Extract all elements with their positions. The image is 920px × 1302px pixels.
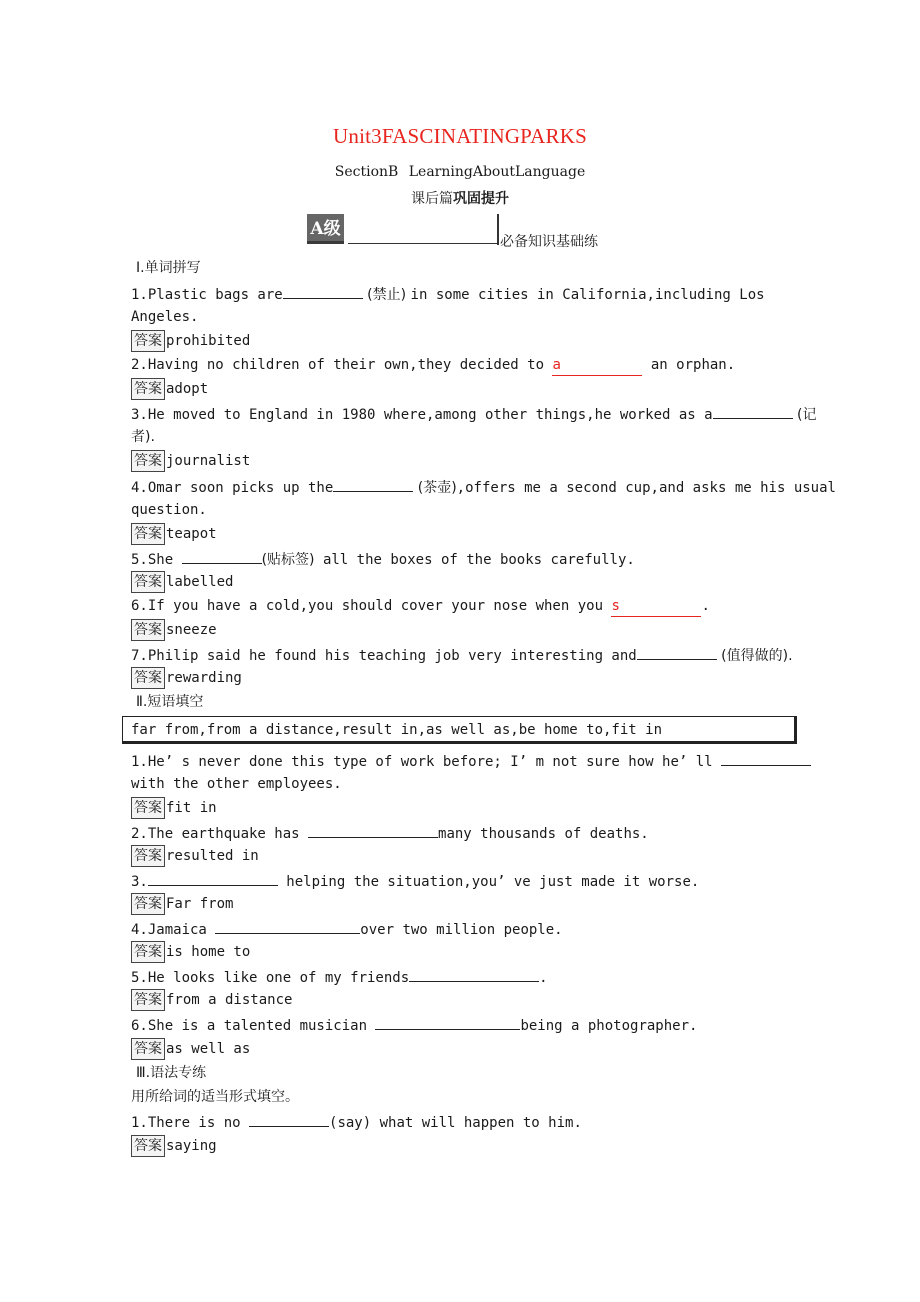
answer-tag: 答案 xyxy=(131,619,165,641)
q-text: over two million people. xyxy=(360,922,563,938)
q-text: all the boxes of the books carefully. xyxy=(314,552,635,568)
answer-text: adopt xyxy=(166,381,209,397)
q-text: being a photographer. xyxy=(520,1018,698,1034)
answer-blank[interactable] xyxy=(611,596,701,617)
first-letter: s xyxy=(611,598,620,614)
answer-tag: 答案 xyxy=(131,989,165,1011)
answer-text: is home to xyxy=(166,944,251,960)
p1-q4-text xyxy=(131,476,836,498)
hint: (贴标签) xyxy=(261,552,315,568)
q-text: many thousands of deaths. xyxy=(438,826,649,842)
answer-blank[interactable] xyxy=(333,476,413,492)
answer-blank[interactable] xyxy=(249,1111,329,1127)
q-text: 1.Plastic bags are xyxy=(131,287,283,303)
answer-tag: 答案 xyxy=(131,1135,165,1157)
part3-instruction: 用所给词的适当形式填空。 xyxy=(131,1089,299,1105)
q-text: 2.The earthquake has xyxy=(131,826,309,842)
answer-blank[interactable] xyxy=(375,1014,520,1030)
answer-text: rewarding xyxy=(166,670,242,686)
p2-q3-text xyxy=(131,870,699,892)
q-text: 6.If you have a cold,you should cover your nose when you xyxy=(131,598,612,614)
q-text: 7.Philip said he found his teaching job very interesting and xyxy=(131,648,637,664)
part2-heading: Ⅱ.短语填空 xyxy=(136,694,204,710)
phrase-bank-text: far from,from a distance,result in,as well as,be home to,fit in xyxy=(131,722,663,738)
level-box-underline xyxy=(348,243,498,244)
answer-blank[interactable] xyxy=(637,644,717,660)
answer-tag: 答案 xyxy=(131,893,165,915)
p1-q3-cont: 者). xyxy=(131,429,155,445)
q-text: . xyxy=(539,970,548,986)
q-text: ,offers me a second cup,and asks me his usual xyxy=(456,480,836,496)
p1-q7-answer xyxy=(131,667,242,689)
q-text: 3. xyxy=(131,874,148,890)
q-text: an orphan. xyxy=(642,357,736,373)
answer-blank[interactable] xyxy=(182,548,262,564)
answer-text: sneeze xyxy=(166,622,217,638)
p2-q5-answer xyxy=(131,989,292,1011)
q-text: 2.Having no children of their own,they decided to xyxy=(131,357,553,373)
p2-q2-text xyxy=(131,822,649,844)
answer-blank[interactable] xyxy=(308,822,438,838)
answer-tag: 答案 xyxy=(131,667,165,689)
answer-text: journalist xyxy=(166,453,251,469)
p2-q6-answer xyxy=(131,1038,250,1060)
q-text: 6.She is a talented musician xyxy=(131,1018,376,1034)
answer-text: saying xyxy=(166,1138,217,1154)
subtitle-bold: 巩固提升 xyxy=(453,191,509,207)
answer-blank[interactable] xyxy=(552,355,642,376)
p1-q1-text xyxy=(131,283,765,305)
q-text: 5.She xyxy=(131,552,182,568)
answer-text: teapot xyxy=(166,526,217,542)
p1-q6-answer xyxy=(131,619,217,641)
level-label: 必备知识基础练 xyxy=(500,234,598,250)
p2-q1-cont: with the other employees. xyxy=(131,776,342,792)
p1-q4-cont: question. xyxy=(131,502,207,518)
p2-q4-text xyxy=(131,918,563,940)
p2-q2-answer xyxy=(131,845,259,867)
hint: (记 xyxy=(792,407,817,423)
part1-heading: Ⅰ.单词拼写 xyxy=(136,260,201,276)
first-letter: a xyxy=(552,357,561,373)
answer-blank[interactable] xyxy=(721,750,811,766)
answer-tag: 答案 xyxy=(131,797,165,819)
part3-heading: Ⅲ.语法专练 xyxy=(136,1065,207,1081)
answer-tag: 答案 xyxy=(131,523,165,545)
p1-q6-text xyxy=(131,596,710,617)
lesson-subtitle xyxy=(0,188,920,208)
p1-q3-answer xyxy=(131,450,250,472)
q-text: 4.Jamaica xyxy=(131,922,216,938)
answer-blank[interactable] xyxy=(409,966,539,982)
p2-q6-text xyxy=(131,1014,697,1036)
p1-q5-answer xyxy=(131,571,233,593)
answer-text: as well as xyxy=(166,1041,251,1057)
p2-q3-answer xyxy=(131,893,233,915)
q-text: (say) what will happen to him. xyxy=(329,1115,582,1131)
answer-text: resulted in xyxy=(166,848,259,864)
p2-q1-text xyxy=(131,750,811,772)
answer-tag: 答案 xyxy=(131,378,165,400)
p2-q5-text xyxy=(131,966,548,988)
level-badge: A级 xyxy=(307,214,344,244)
p1-q2-answer xyxy=(131,378,208,400)
answer-tag: 答案 xyxy=(131,941,165,963)
p1-q2-text xyxy=(131,355,735,376)
answer-tag: 答案 xyxy=(131,845,165,867)
subtitle-plain: 课后篇 xyxy=(411,191,453,207)
p1-q5-text xyxy=(131,548,635,570)
p1-q4-answer xyxy=(131,523,217,545)
answer-text: labelled xyxy=(166,574,234,590)
answer-tag: 答案 xyxy=(131,450,165,472)
q-text: in some cities in California,including Los xyxy=(410,287,765,303)
answer-blank[interactable] xyxy=(215,918,360,934)
q-text: 1.There is no xyxy=(131,1115,250,1131)
hint: (茶壶) xyxy=(413,480,457,496)
unit-title: Unit3FASCINATINGPARKS xyxy=(333,124,587,148)
p2-q1-answer xyxy=(131,797,217,819)
q-text: 3.He moved to England in 1980 where,among other things,he worked as a xyxy=(131,407,713,423)
section-title: SectionB LearningAboutLanguage xyxy=(334,164,586,180)
answer-tag: 答案 xyxy=(131,1038,165,1060)
p3-q1-answer xyxy=(131,1135,217,1157)
answer-text: Far from xyxy=(166,896,234,912)
answer-text: prohibited xyxy=(166,333,251,349)
answer-blank[interactable] xyxy=(148,870,278,886)
hint: (禁止) xyxy=(362,287,411,303)
answer-tag: 答案 xyxy=(131,571,165,593)
q-text: 1.He’ s never done this type of work before; I’ m not sure how he’ ll xyxy=(131,754,722,770)
p2-q4-answer xyxy=(131,941,250,963)
p3-q1-text xyxy=(131,1111,582,1133)
p1-q1-cont: Angeles. xyxy=(131,309,199,325)
p1-q7-text xyxy=(131,644,793,666)
p1-q3-text xyxy=(131,403,817,425)
answer-tag: 答案 xyxy=(131,330,165,352)
hint: (值得做的). xyxy=(716,648,793,664)
level-box-divider xyxy=(497,214,499,245)
q-text: 4.Omar soon picks up the xyxy=(131,480,334,496)
q-text: . xyxy=(701,598,710,614)
q-text: helping the situation,you’ ve just made it worse. xyxy=(277,874,700,890)
answer-text: fit in xyxy=(166,800,217,816)
answer-blank[interactable] xyxy=(283,283,363,299)
p1-q1-answer xyxy=(131,330,250,352)
q-text: 5.He looks like one of my friends xyxy=(131,970,410,986)
answer-blank[interactable] xyxy=(713,403,793,419)
answer-text: from a distance xyxy=(166,992,293,1008)
